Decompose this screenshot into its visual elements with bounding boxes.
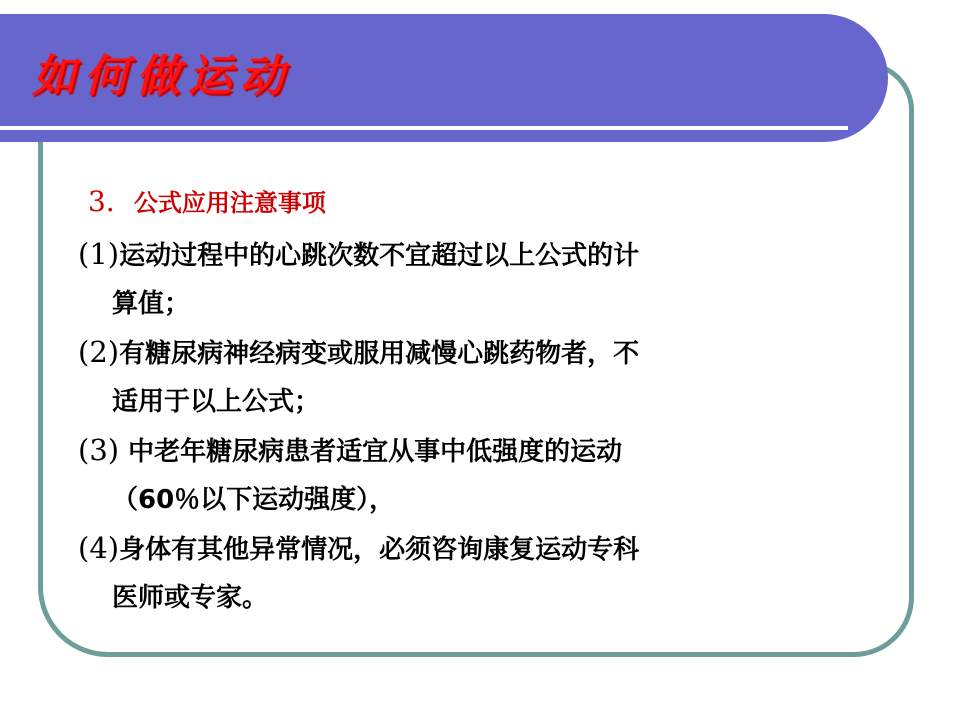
subheading-number: 3． (88, 185, 134, 218)
subheading-text: 公式应用注意事项 (133, 189, 326, 217)
section-subheading (88, 180, 326, 220)
item-text-line2: 算值； (112, 289, 191, 319)
list-item (78, 426, 888, 524)
slide-title: 如何做运动 (32, 51, 292, 102)
list-item (78, 524, 888, 622)
item-text-line2: 适用于以上公式； (112, 387, 321, 417)
item-text-line1: 身体有其他异常情况，必须咨询康复运动专科 (119, 535, 640, 565)
list-item (78, 328, 888, 426)
item-label: (3) (78, 433, 120, 467)
item-text-line2: 医师或专家。 (112, 583, 269, 613)
item-label: (1) (78, 237, 120, 271)
item-text-line1: 中老年糖尿病患者适宜从事中低强度的运动 (119, 437, 623, 467)
item-text-line1: 有糖尿病神经病变或服用减慢心跳药物者，不 (119, 339, 640, 369)
item-label: (2) (78, 335, 120, 369)
list-item (78, 230, 888, 328)
item-text-line1: 运动过程中的心跳次数不宜超过以上公式的计 (119, 241, 640, 271)
item-label: (4) (78, 531, 120, 565)
item-text-line2: （60％以下运动强度）， (112, 485, 396, 515)
